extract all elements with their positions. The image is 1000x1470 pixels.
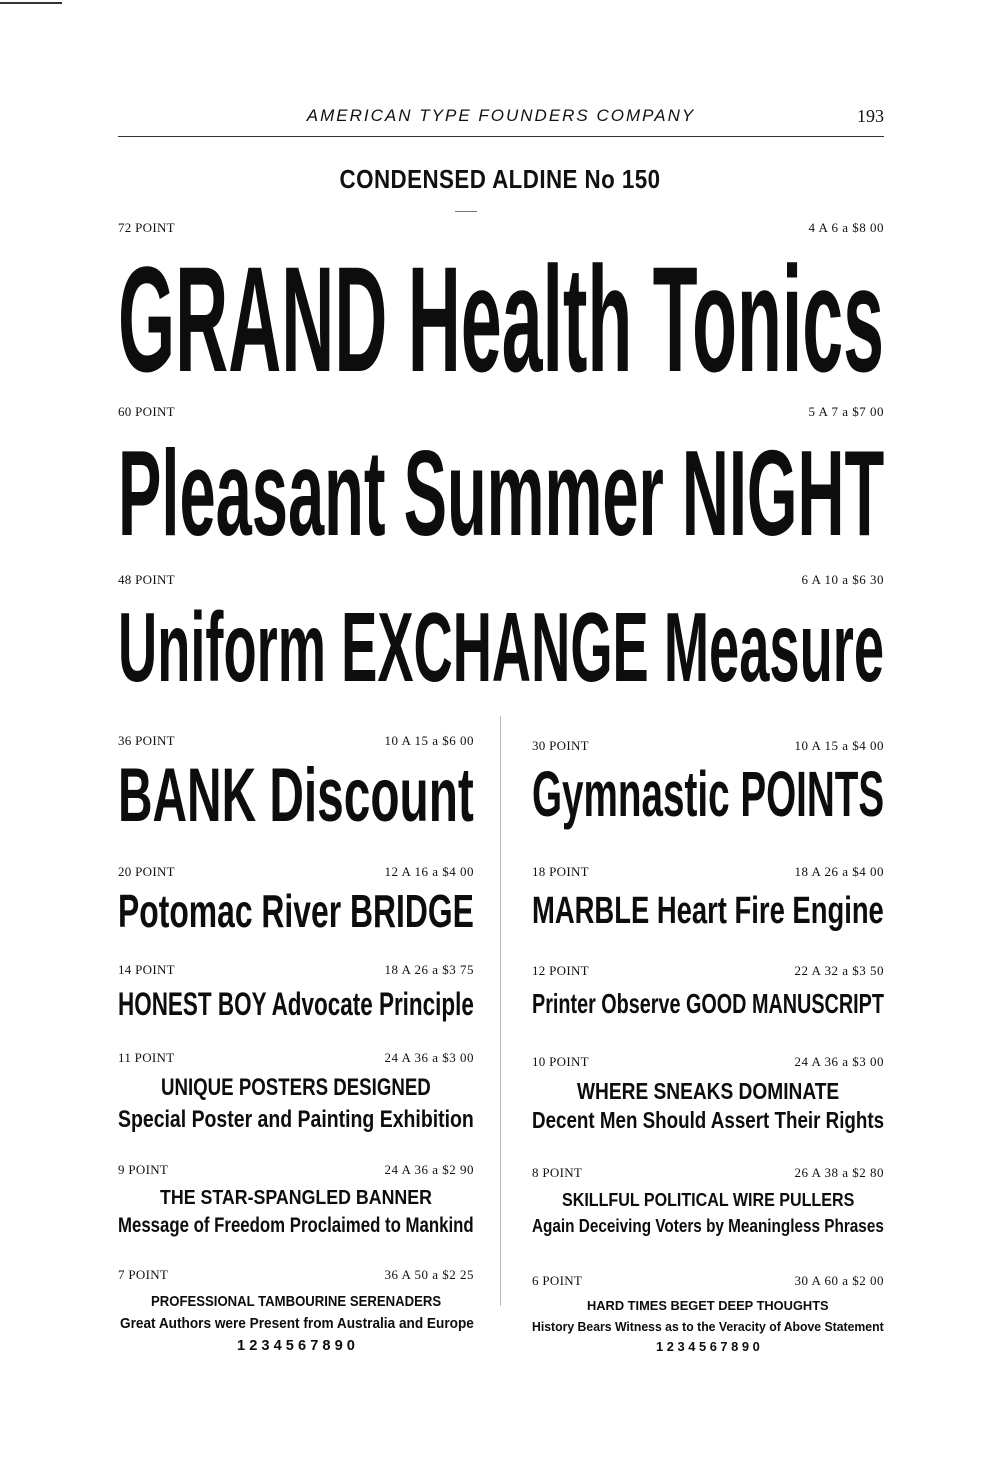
font-price-label: 24 A 36 a $2 90	[384, 1162, 474, 1177]
specimen-line: Potomac River BRIDGE	[118, 885, 474, 937]
ornament-rule	[455, 211, 477, 212]
specimen-line: 1 2 3 4 5 6 7 8 9 0	[656, 1339, 760, 1354]
font-price-label: 10 A 15 a $4 00	[794, 738, 884, 753]
specimen-line: Uniform EXCHANGE Measure	[118, 592, 885, 702]
spec-row-12pt	[532, 963, 884, 981]
point-size-label: 8 POINT	[532, 1165, 583, 1180]
specimen-line: 1 2 3 4 5 6 7 8 9 0	[237, 1337, 355, 1354]
point-size-label: 14 POINT	[118, 962, 175, 977]
specimen-line: Message of Freedom Proclaimed to Mankind	[118, 1214, 474, 1237]
specimen-line: Special Poster and Painting Exhibition	[118, 1106, 474, 1133]
point-size-label: 60 POINT	[118, 404, 175, 419]
font-price-label: 18 A 26 a $3 75	[384, 962, 474, 977]
font-price-label: 24 A 36 a $3 00	[794, 1054, 884, 1069]
point-size-label: 20 POINT	[118, 864, 175, 879]
spec-row-9pt	[118, 1162, 474, 1180]
typeface-title: CONDENSED ALDINE No 150	[339, 164, 661, 194]
page-number: 193	[857, 106, 884, 126]
spec-row-8pt	[532, 1165, 884, 1183]
specimen-line: Decent Men Should Assert Their Rights	[532, 1107, 885, 1133]
specimen-line: Again Deceiving Voters by Meaningless Phrases	[532, 1216, 884, 1236]
specimen-line: GRAND Health Tonics	[118, 235, 885, 403]
running-title: AMERICAN TYPE FOUNDERS COMPANY	[306, 106, 696, 125]
specimen-line: SKILLFUL POLITICAL WIRE PULLERS	[562, 1190, 855, 1210]
specimen-line: THE STAR-SPANGLED BANNER	[160, 1187, 432, 1209]
specimen-line: MARBLE Heart Fire Engine	[532, 890, 884, 932]
font-price-label: 24 A 36 a $3 00	[384, 1050, 474, 1065]
specimen-line: Great Authors were Present from Australia and Europe	[120, 1315, 474, 1332]
specimen-line: Pleasant Summer NIGHT	[118, 425, 885, 561]
specimen-line: HONEST BOY Advocate Principle	[118, 986, 474, 1022]
font-price-label: 5 A 7 a $7 00	[808, 404, 884, 419]
header-rule	[118, 136, 884, 137]
specimen-line: UNIQUE POSTERS DESIGNED	[161, 1074, 431, 1101]
font-price-label: 10 A 15 a $6 00	[384, 733, 474, 748]
point-size-label: 36 POINT	[118, 733, 175, 748]
spec-row-14pt	[118, 962, 474, 980]
spec-row-10pt	[532, 1054, 884, 1072]
corner-scan-mark	[0, 2, 62, 4]
font-price-label: 36 A 50 a $2 25	[384, 1267, 474, 1282]
point-size-label: 7 POINT	[118, 1267, 169, 1282]
font-price-label: 18 A 26 a $4 00	[794, 864, 884, 879]
font-price-label: 4 A 6 a $8 00	[808, 220, 884, 235]
point-size-label: 6 POINT	[532, 1273, 583, 1288]
point-size-label: 18 POINT	[532, 864, 589, 879]
spec-row-20pt	[118, 864, 474, 882]
font-price-label: 22 A 32 a $3 50	[794, 963, 884, 978]
specimen-line: Gymnastic POINTS	[532, 758, 885, 830]
specimen-line: WHERE SNEAKS DOMINATE	[577, 1078, 840, 1104]
spec-row-11pt	[118, 1050, 474, 1068]
point-size-label: 9 POINT	[118, 1162, 169, 1177]
point-size-label: 11 POINT	[118, 1050, 175, 1065]
point-size-label: 48 POINT	[118, 572, 175, 587]
specimen-line: History Bears Witness as to the Veracity of Above Statement	[532, 1319, 884, 1334]
point-size-label: 12 POINT	[532, 963, 589, 978]
specimen-line: PROFESSIONAL TAMBOURINE SERENADERS	[151, 1293, 442, 1310]
font-price-label: 30 A 60 a $2 00	[794, 1273, 884, 1288]
specimen-line: Printer Observe GOOD MANUSCRIPT	[532, 988, 884, 1019]
spec-row-18pt	[532, 864, 884, 882]
font-price-label: 26 A 38 a $2 80	[794, 1165, 884, 1180]
font-price-label: 6 A 10 a $6 30	[801, 572, 884, 587]
point-size-label: 30 POINT	[532, 738, 589, 753]
spec-row-48pt	[118, 572, 884, 590]
font-price-label: 12 A 16 a $4 00	[384, 864, 474, 879]
point-size-label: 10 POINT	[532, 1054, 589, 1069]
spec-row-7pt	[118, 1267, 474, 1285]
specimen-line: BANK Discount	[118, 753, 474, 838]
specimen-line: HARD TIMES BEGET DEEP THOUGHTS	[587, 1298, 829, 1313]
spec-row-36pt	[118, 733, 474, 751]
spec-row-30pt	[532, 738, 884, 756]
point-size-label: 72 POINT	[118, 220, 175, 235]
running-head	[118, 106, 884, 134]
spec-row-60pt	[118, 404, 884, 422]
column-divider	[500, 716, 501, 1306]
spec-row-6pt	[532, 1273, 884, 1291]
